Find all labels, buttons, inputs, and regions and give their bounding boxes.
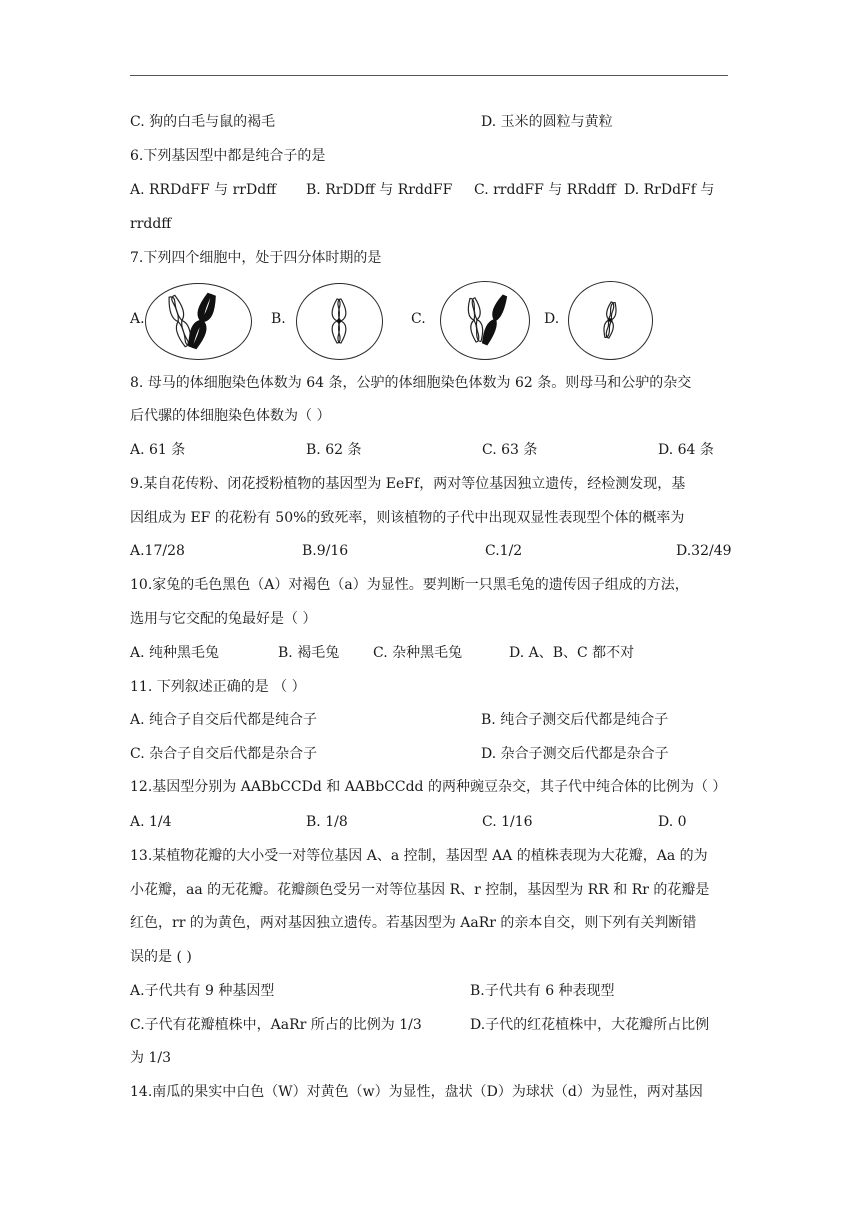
q9-stem-line2: 因组成为 EF 的花粉有 50%的致死率，则该植物的子代中出现双显性表现型个体的概率为 xyxy=(130,510,685,526)
q6-stem: 6.下列基因型中都是纯合子的是 xyxy=(130,148,326,164)
cell-figure-a[interactable] xyxy=(145,283,252,360)
q11-option-c[interactable]: C. 杂合子自交后代都是杂合子 xyxy=(130,746,318,762)
q9-option-b[interactable]: B.9/16 xyxy=(302,543,349,559)
q10-option-b[interactable]: B. 褐毛兔 xyxy=(278,645,340,661)
q11-option-d[interactable]: D. 杂合子测交后代都是杂合子 xyxy=(481,746,669,762)
q13-option-d[interactable]: D.子代的红花植株中，大花瓣所占比例 xyxy=(470,1017,710,1033)
q5-option-c[interactable]: C. 狗的白毛与鼠的褐毛 xyxy=(130,114,276,130)
q8-option-b[interactable]: B. 62 条 xyxy=(306,442,362,458)
single-chromosome-icon xyxy=(569,282,652,359)
q8-option-a[interactable]: A. 61 条 xyxy=(130,442,186,458)
q9-option-a[interactable]: A.17/28 xyxy=(130,543,185,559)
q7-stem: 7.下列四个细胞中，处于四分体时期的是 xyxy=(130,250,382,266)
tetrad-chromosome-icon xyxy=(146,284,251,359)
q9-option-c[interactable]: C.1/2 xyxy=(485,543,523,559)
cell-figure-d[interactable] xyxy=(568,281,653,360)
q10-option-d[interactable]: D. A、B、C 都不对 xyxy=(509,645,635,661)
q11-option-b[interactable]: B. 纯合子测交后代都是纯合子 xyxy=(481,712,669,728)
q8-stem-line2: 后代骡的体细胞染色体数为（ ） xyxy=(130,408,331,424)
q8-stem-line1: 8. 母马的体细胞染色体数为 64 条，公驴的体细胞染色体数为 62 条。则母马和公驴的杂交 xyxy=(130,375,692,391)
q6-option-d-cont: rrddff xyxy=(130,216,172,232)
q6-option-c[interactable]: C. rrddFF 与 RRddff xyxy=(474,182,616,198)
q13-stem-line2: 小花瓣，aa 的无花瓣。花瓣颜色受另一对等位基因 R、r 控制，基因型为 RR 和 Rr 的花瓣是 xyxy=(130,882,710,898)
q8-option-c[interactable]: C. 63 条 xyxy=(482,442,538,458)
q9-stem-line1: 9.某自花传粉、闭花授粉植物的基因型为 EeFf，两对等位基因独立遗传，经检测发现，基 xyxy=(130,476,686,492)
q13-option-b[interactable]: B.子代共有 6 种表现型 xyxy=(470,983,615,999)
q7-label-d[interactable]: D. xyxy=(544,311,560,327)
q6-option-d[interactable]: D. RrDdFf 与 xyxy=(624,182,715,198)
q11-option-a[interactable]: A. 纯合子自交后代都是纯合子 xyxy=(130,712,318,728)
q8-option-d[interactable]: D. 64 条 xyxy=(658,442,714,458)
q13-stem-line4: 误的是 ( ) xyxy=(130,949,192,965)
q12-option-d[interactable]: D. 0 xyxy=(658,814,687,830)
header-rule xyxy=(130,75,728,76)
chromosome-pair-icon xyxy=(297,284,382,359)
q12-option-a[interactable]: A. 1/4 xyxy=(130,814,172,830)
q12-option-b[interactable]: B. 1/8 xyxy=(306,814,348,830)
q7-label-c[interactable]: C. xyxy=(411,311,426,327)
q12-option-c[interactable]: C. 1/16 xyxy=(482,814,533,830)
q6-option-a[interactable]: A. RRDdFF 与 rrDdff xyxy=(130,182,277,198)
q11-stem: 11. 下列叙述正确的是 （ ） xyxy=(130,679,306,695)
q10-stem-line1: 10.家兔的毛色黑色（A）对褐色（a）为显性。要判断一只黑毛兔的遗传因子组成的方法， xyxy=(130,577,689,593)
q13-stem-line3: 红色，rr 的为黄色，两对基因独立遗传。若基因型为 AaRr 的亲本自交，则下列有关判断错 xyxy=(130,915,697,931)
q9-option-d[interactable]: D.32/49 xyxy=(676,543,732,559)
q13-option-d-cont: 为 1/3 xyxy=(130,1050,171,1066)
q14-stem-line1: 14.南瓜的果实中白色（W）对黄色（w）为显性，盘状（D）为球状（d）为显性，两对基因 xyxy=(130,1084,703,1100)
q7-label-a[interactable]: A. xyxy=(130,311,145,327)
q5-option-d[interactable]: D. 玉米的圆粒与黄粒 xyxy=(481,114,613,130)
q7-label-b[interactable]: B. xyxy=(271,311,286,327)
q10-stem-line2: 选用与它交配的兔最好是（ ） xyxy=(130,611,317,627)
cell-figure-c[interactable] xyxy=(440,281,530,360)
q10-option-a[interactable]: A. 纯种黑毛兔 xyxy=(130,645,220,661)
q13-stem-line1: 13.某植物花瓣的大小受一对等位基因 A、a 控制，基因型 AA 的植株表现为大花瓣，Aa 的为 xyxy=(130,848,708,864)
q13-option-c[interactable]: C.子代有花瓣植株中，AaRr 所占的比例为 1/3 xyxy=(130,1017,422,1033)
q12-stem: 12.基因型分别为 AABbCCDd 和 AABbCCdd 的两种豌豆杂交，其子代中纯合体的比例为（ ） xyxy=(130,779,727,795)
chromosome-pair-icon xyxy=(441,282,529,359)
q6-option-b[interactable]: B. RrDDff 与 RrddFF xyxy=(306,182,453,198)
q13-option-a[interactable]: A.子代共有 9 种基因型 xyxy=(130,983,275,999)
q10-option-c[interactable]: C. 杂种黑毛兔 xyxy=(373,645,463,661)
cell-figure-b[interactable] xyxy=(296,283,383,360)
